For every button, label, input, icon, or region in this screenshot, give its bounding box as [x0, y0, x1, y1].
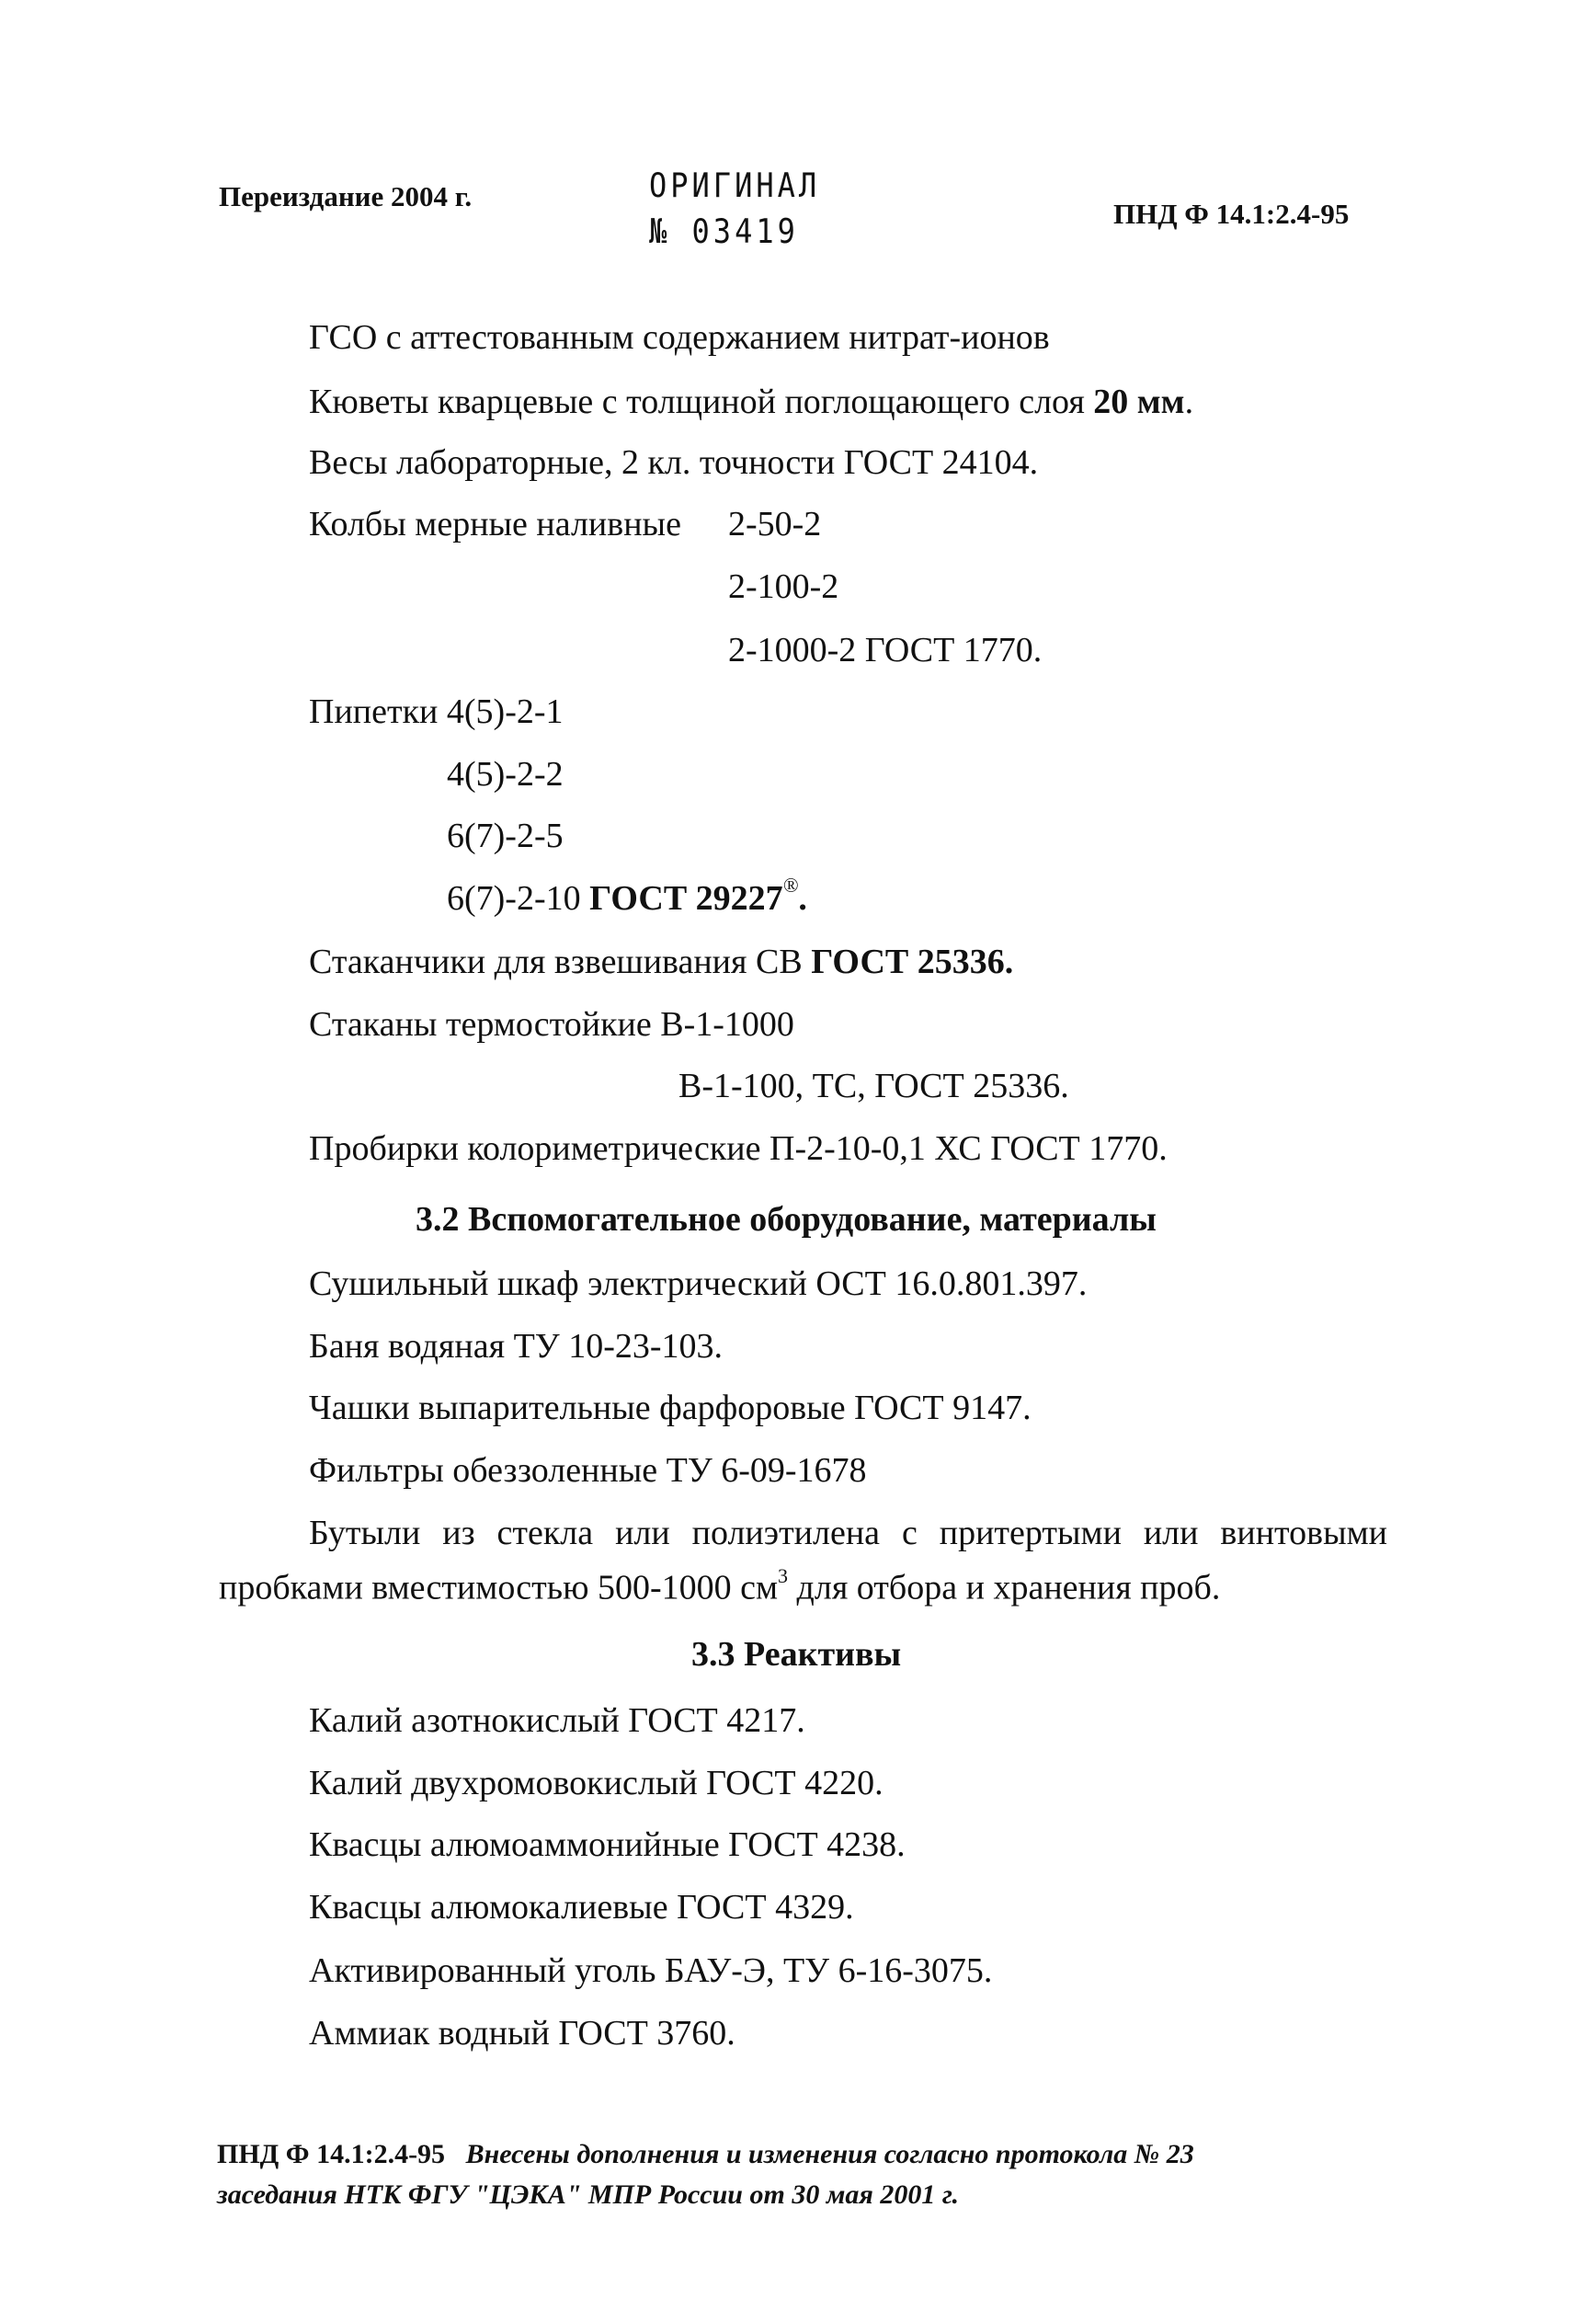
section-heading-reagents: 3.3 Реактивы [691, 1635, 902, 1674]
beakers-line-1: Стаканы термостойкие В-1-1000 [309, 1005, 794, 1044]
bottles-line-1: Бутыли из стекла или полиэтилена с притертыми или винтовыми [309, 1514, 1387, 1552]
pipettes-line-3: 6(7)-2-5 [447, 817, 564, 855]
document-code-header: ПНД Ф 14.1:2.4-95 [1113, 198, 1350, 230]
scales-line: Весы лабораторные, 2 кл. точности ГОСТ 24104. [309, 443, 1039, 482]
reissue-note: Переиздание 2004 г. [219, 180, 473, 212]
oven-line: Сушильный шкаф электрический ОСТ 16.0.801.397. [309, 1264, 1088, 1303]
cuvettes-text: Кюветы кварцевые с толщиной поглощающего слоя [309, 383, 1094, 421]
original-stamp-title: ОРИГИНАЛ [649, 165, 821, 206]
footer-line-1 [217, 2141, 1194, 2168]
cubic-superscript: 3 [778, 1564, 789, 1587]
reagent-item: Активированный уголь БАУ-Э, ТУ 6-16-3075. [309, 1951, 993, 1990]
cuvettes-period: . [1184, 383, 1194, 421]
evaporating-dishes-line: Чашки выпарительные фарфоровые ГОСТ 9147. [309, 1389, 1032, 1427]
cups-period: . [1004, 943, 1014, 981]
cups-text: Стаканчики для взвешивания СВ [309, 943, 812, 981]
cuvettes-line [309, 384, 1193, 419]
cuvettes-size: 20 мм [1093, 383, 1185, 421]
pipettes-4-standard: ГОСТ 29227 [589, 879, 783, 918]
weighing-cups-line [309, 944, 1013, 979]
original-stamp-number: № 03419 [649, 211, 799, 252]
bottles-line-2 [219, 1564, 1221, 1607]
reagent-item: Квасцы алюмоаммонийные ГОСТ 4238. [309, 1825, 906, 1864]
flasks-size-2: 2-100-2 [728, 567, 839, 606]
reagent-item: Квасцы алюмокалиевые ГОСТ 4329. [309, 1888, 854, 1927]
filters-line: Фильтры обеззоленные ТУ 6-09-1678 [309, 1451, 867, 1490]
reagent-item: Аммиак водный ГОСТ 3760. [309, 2014, 735, 2053]
pipettes-line-2: 4(5)-2-2 [447, 755, 564, 794]
test-tubes-line: Пробирки колориметрические П-2-10-0,1 ХС ГОСТ 1770. [309, 1129, 1168, 1168]
bottles-text: пробками вместимостью 500-1000 см [219, 1568, 779, 1607]
section-heading-auxiliary: 3.2 Вспомогательное оборудование, материалы [416, 1200, 1157, 1239]
bottles-purpose: для отбора и хранения проб. [788, 1568, 1221, 1607]
pipettes-line-4 [447, 874, 807, 918]
reagent-item: Калий двухромовокислый ГОСТ 4220. [309, 1764, 884, 1802]
footer-meeting-note: заседания НТК ФГУ "ЦЭКА" МПР России от 30 мая 2001 г. [217, 2179, 959, 2210]
flasks-size-3: 2-1000-2 ГОСТ 1770. [728, 631, 1043, 669]
reagent-item: Калий азотнокислый ГОСТ 4217. [309, 1701, 805, 1740]
footer-amendment-note: Внесены дополнения и изменения согласно протокола № 23 [465, 2139, 1194, 2169]
footer-doc-code: ПНД Ф 14.1:2.4-95 [217, 2139, 446, 2169]
gso-line: ГСО с аттестованным содержанием нитрат-ионов [309, 318, 1050, 357]
pipettes-line-1: Пипетки 4(5)-2-1 [309, 692, 564, 731]
water-bath-line: Баня водяная ТУ 10-23-103. [309, 1327, 724, 1366]
pipettes-4-text: 6(7)-2-10 [447, 879, 590, 918]
flasks-label: Колбы мерные наливные [309, 505, 681, 543]
flasks-size-1: 2-50-2 [728, 505, 822, 543]
pipettes-4-period: . [798, 879, 807, 918]
cups-standard: ГОСТ 25336 [811, 943, 1005, 981]
footer-line-2 [217, 2181, 959, 2209]
registered-mark: ® [782, 874, 799, 897]
beakers-line-2: В-1-100, ТС, ГОСТ 25336. [678, 1067, 1069, 1105]
